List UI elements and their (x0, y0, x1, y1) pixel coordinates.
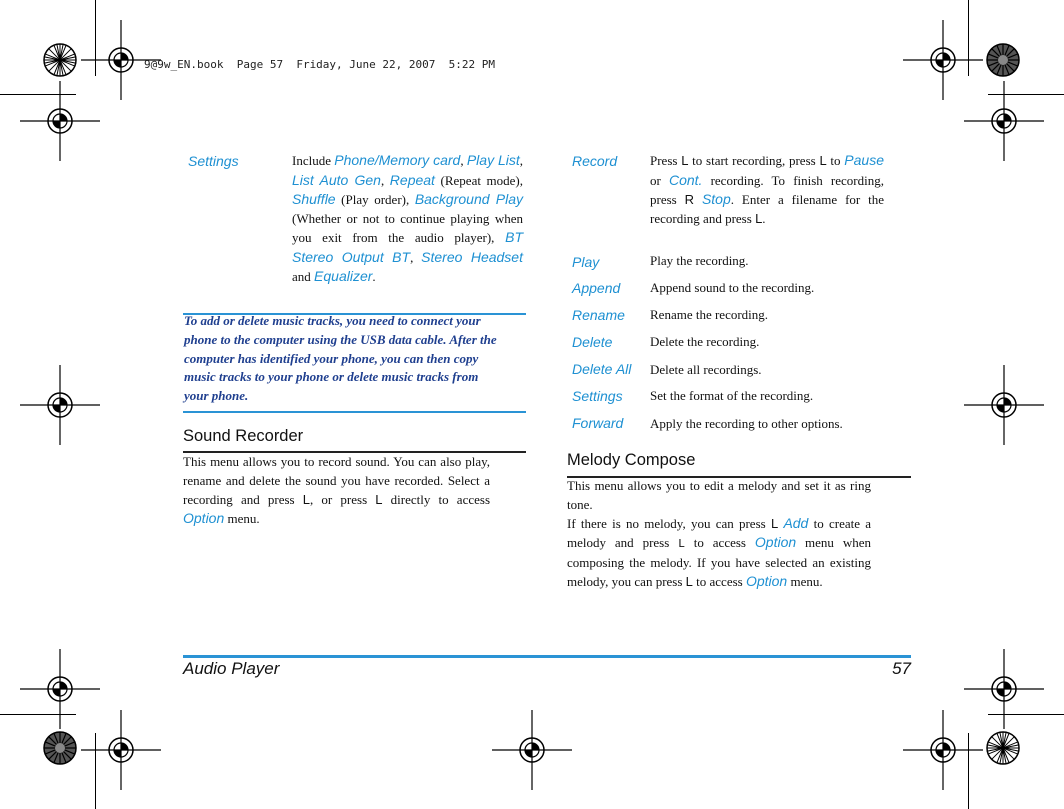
page-number: 57 (892, 659, 911, 678)
star-target-icon (987, 732, 1019, 764)
record-description: Press L to start recording, press L to Pause or Cont. recording. To finish recording, press R Stop. Enter a filename for the recording and press L. (650, 152, 885, 226)
option-description: Delete all recordings. (650, 362, 762, 377)
settings-description: Include Phone/Memory card, Play List, List Auto Gen, Repeat (Repeat mode), Shuffle (Play order), Background Play (Whether or not to continue playing when you exit from the audio player), BT Stereo Output BT, Stereo Headset and Equalizer. (292, 152, 524, 284)
melody-compose-paragraph: This menu allows you to edit a melody and set it as ring tone. If there is no melody, you can press L Add to create a melody and press L to access Option menu when composing the melody. If you have selected an existing melody, you can press L to access Option menu. (567, 478, 872, 589)
option-term: Append (572, 280, 621, 296)
star-target-icon (987, 44, 1019, 76)
option-description: Delete the recording. (650, 334, 760, 349)
sound-recorder-heading: Sound Recorder (183, 427, 304, 445)
star-target-icon (44, 732, 76, 764)
sound-recorder-paragraph: This menu allows you to record sound. You can also play, rename and delete the sound you have recorded. Select a recording and press L, or press L directly to access Option menu. (183, 454, 490, 526)
option-description: Append sound to the recording. (650, 280, 815, 295)
note-bottom-rule (183, 411, 526, 413)
footer-rule (183, 655, 911, 658)
print-slug: 9@9w_EN.book Page 57 Friday, June 22, 2007 5:22 PM (144, 58, 495, 71)
option-term: Delete All (572, 361, 632, 377)
option-term: Forward (572, 415, 624, 431)
melody-compose-heading: Melody Compose (567, 451, 696, 469)
settings-term: Settings (188, 153, 239, 169)
option-description: Apply the recording to other options. (650, 416, 843, 431)
star-target-icon (44, 44, 76, 76)
option-term: Play (572, 254, 600, 270)
footer-chapter-title: Audio Player (183, 659, 280, 678)
usb-note: To add or delete music tracks, you need to connect your phone to the computer using the USB data cable. After the computer has identified your phone, you can then copy music tracks to your phone or delete music tracks from your phone. (184, 313, 497, 404)
record-term: Record (572, 153, 618, 169)
option-description: Set the format of the recording. (650, 388, 814, 403)
option-term: Delete (572, 334, 613, 350)
option-description: Play the recording. (650, 253, 749, 268)
option-description: Rename the recording. (650, 307, 769, 322)
option-term: Rename (572, 307, 625, 323)
option-term: Settings (572, 388, 623, 404)
